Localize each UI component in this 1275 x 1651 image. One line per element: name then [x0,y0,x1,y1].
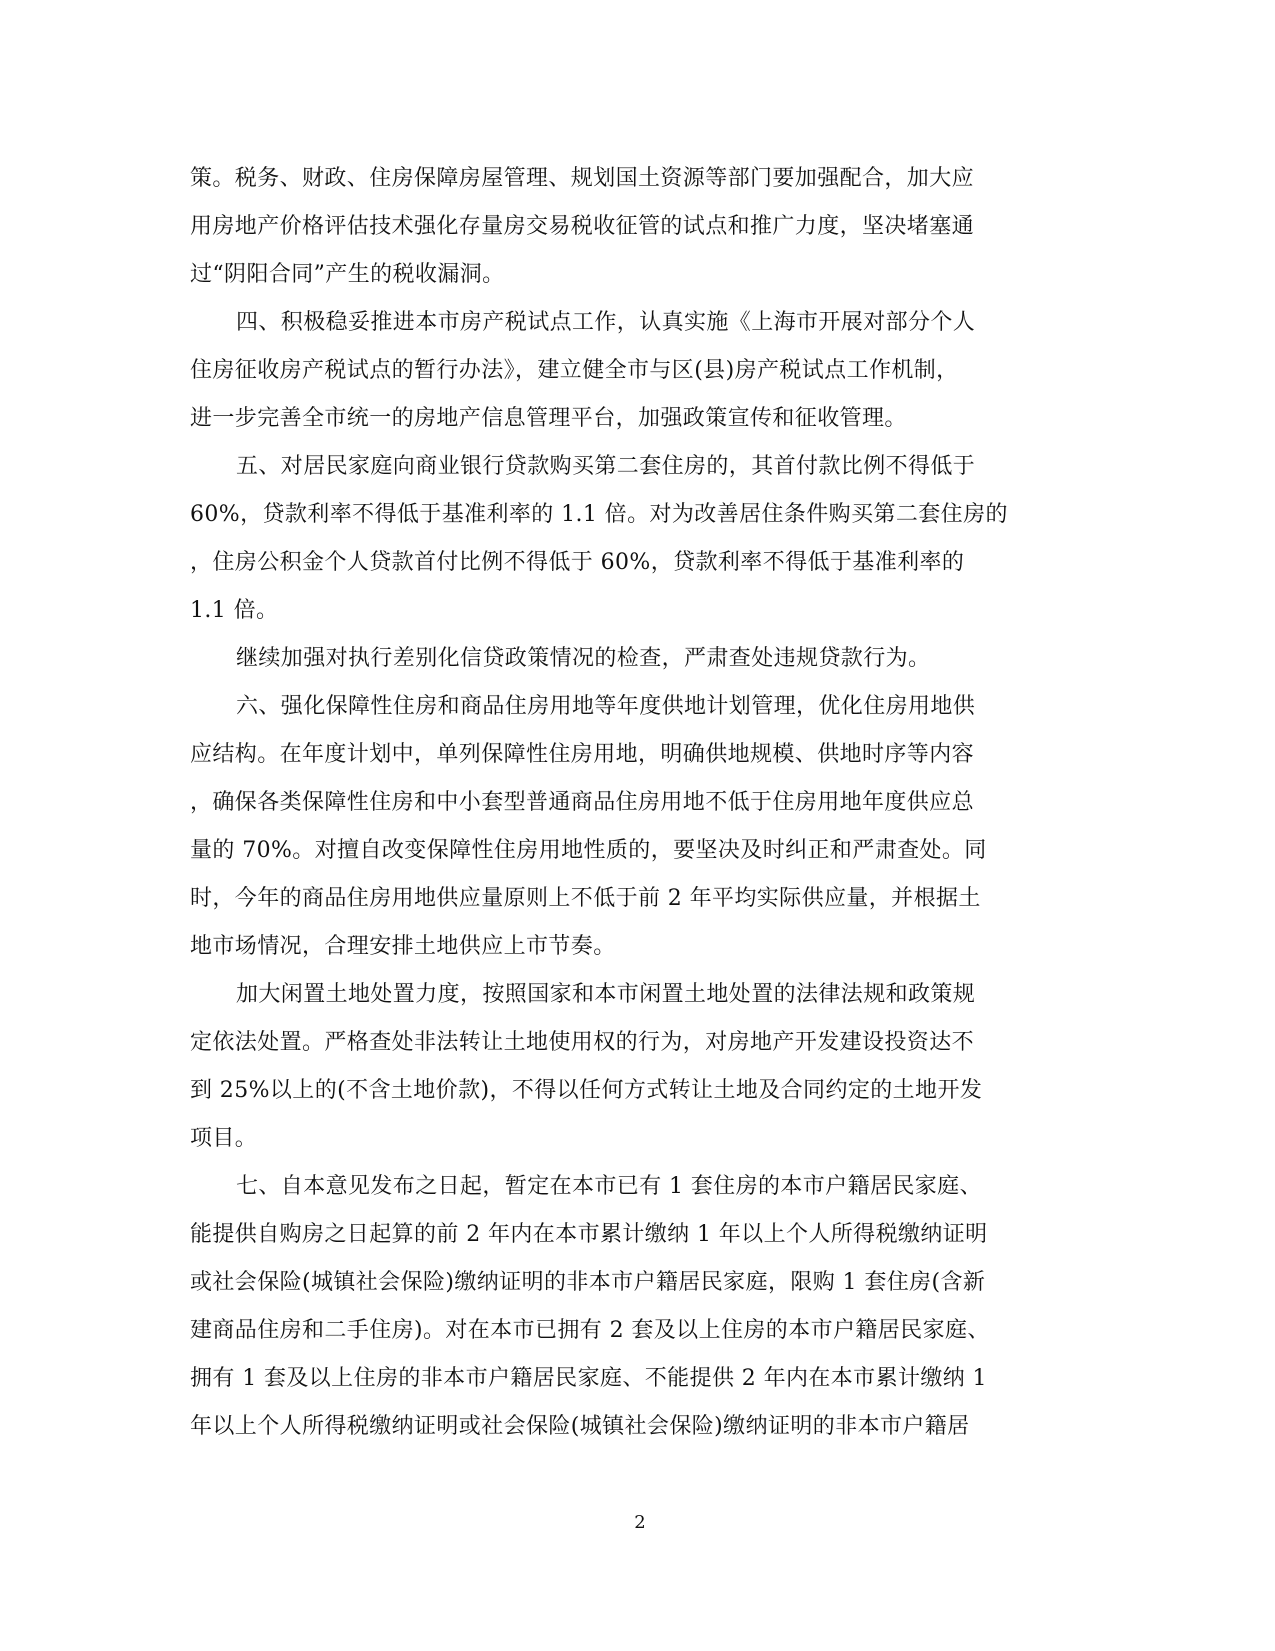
text-line: 应结构。在年度计划中，单列保障性住房用地，明确供地规模、供地时序等内容 [190,742,975,767]
text-line: 1.1 倍。 [190,598,279,623]
text-line: 能提供自购房之日起算的前 2 年内在本市累计缴纳 1 年以上个人所得税缴纳证明 [190,1222,988,1247]
text-line: 定依法处置。严格查处非法转让土地使用权的行为，对房地产开发建设投资达不 [190,1030,975,1055]
text-line: ，住房公积金个人贷款首付比例不得低于 60%，贷款利率不得低于基准利率的 [190,550,965,575]
text-line: 地市场情况，合理安排土地供应上市节奏。 [190,934,616,959]
text-line: 用房地产价格评估技术强化存量房交易税收征管的试点和推广力度，坚决堵塞通 [190,214,975,239]
text-line: ，确保各类保障性住房和中小套型普通商品住房用地不低于住房用地年度供应总 [190,790,975,815]
paragraph-start-line: 加大闲置土地处置力度，按照国家和本市闲置土地处置的法律法规和政策规 [236,982,976,1007]
text-line: 60%，贷款利率不得低于基准利率的 1.1 倍。对为改善居住条件购买第二套住房的 [190,502,1008,527]
text-line: 时，今年的商品住房用地供应量原则上不低于前 2 年平均实际供应量，并根据土 [190,886,981,911]
text-line: 量的 70%。对擅自改变保障性住房用地性质的，要坚决及时纠正和严肃查处。同 [190,838,987,863]
text-line: 策。税务、财政、住房保障房屋管理、规划国土资源等部门要加强配合，加大应 [190,166,975,191]
paragraph-start-line: 五、对居民家庭向商业银行贷款购买第二套住房的，其首付款比例不得低于 [236,454,976,479]
text-line: 拥有 1 套及以上住房的非本市户籍居民家庭、不能提供 2 年内在本市累计缴纳 1 [190,1366,987,1391]
text-line: 或社会保险(城镇社会保险)缴纳证明的非本市户籍居民家庭，限购 1 套住房(含新 [190,1270,986,1295]
text-line: 年以上个人所得税缴纳证明或社会保险(城镇社会保险)缴纳证明的非本市户籍居 [190,1414,970,1439]
text-line: 项目。 [190,1126,258,1151]
text-line: 到 25%以上的(不含土地价款)，不得以任何方式转让土地及合同约定的土地开发 [190,1078,983,1103]
text-line: 进一步完善全市统一的房地产信息管理平台，加强政策宣传和征收管理。 [190,406,907,431]
paragraph-start-line: 四、积极稳妥推进本市房产税试点工作，认真实施《上海市开展对部分个人 [236,310,976,335]
paragraph-start-line: 六、强化保障性住房和商品住房用地等年度供地计划管理，优化住房用地供 [236,694,976,719]
page-number: 2 [634,1512,646,1533]
text-line: 住房征收房产税试点的暂行办法》，建立健全市与区(县)房产税试点工作机制， [190,358,959,383]
paragraph-start-line: 七、自本意见发布之日起，暂定在本市已有 1 套住房的本市户籍居民家庭、 [236,1174,982,1199]
text-line: 过“阴阳合同”产生的税收漏洞。 [190,262,505,287]
text-line: 建商品住房和二手住房)。对在本市已拥有 2 套及以上住房的本市户籍居民家庭、 [190,1318,990,1343]
paragraph-start-line: 继续加强对执行差别化信贷政策情况的检查，严肃查处违规贷款行为。 [236,646,931,671]
